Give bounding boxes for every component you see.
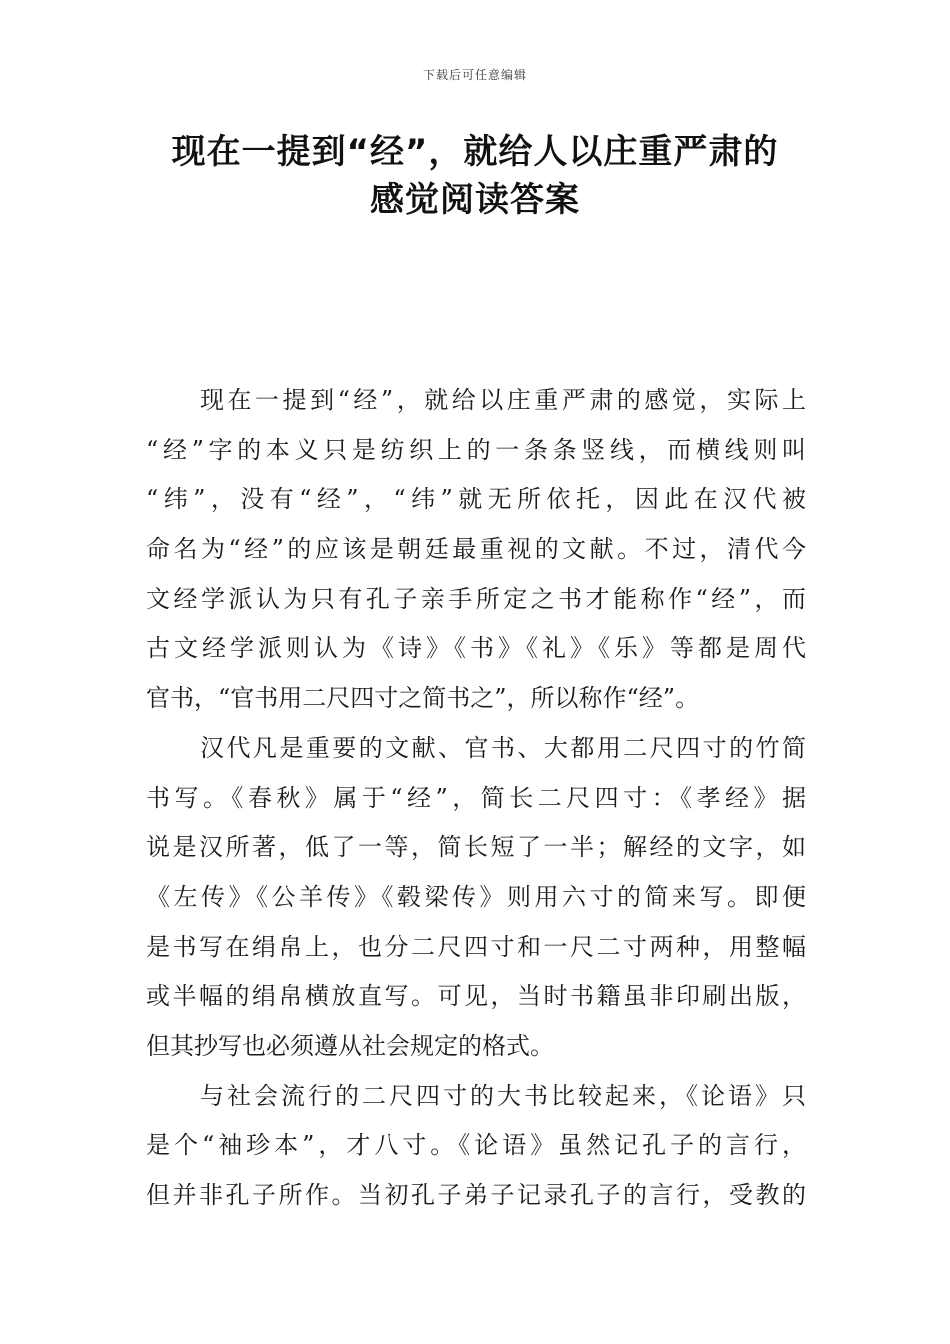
paragraph-3 <box>146 1072 806 1221</box>
article-body <box>146 376 806 1221</box>
text-line: 《左传》《公羊传》《毂梁传》则用六寸的简来写。即便 <box>146 882 806 911</box>
text-line: “经”字的本义只是纺织上的一条条竖线，而横线则叫 <box>146 435 806 464</box>
text-line: 汉代凡是重要的文献、官书、大都用二尺四寸的竹简 <box>200 733 806 762</box>
text-line: 与社会流行的二尺四寸的大书比较起来，《论语》只 <box>200 1081 806 1110</box>
text-line: 书写。《春秋》属于“经”，简长二尺四寸：《孝经》据 <box>146 783 806 812</box>
text-line: 或半幅的绢帛横放直写。可见，当时书籍虽非印刷出版， <box>146 982 806 1011</box>
text-line: 说是汉所著，低了一等，简长短了一半；解经的文字，如 <box>146 833 806 862</box>
text-line: 但并非孔子所作。当初孔子弟子记录孔子的言行，受教的 <box>146 1181 806 1209</box>
text-line: 文经学派认为只有孔子亲手所定之书才能称作“经”，而 <box>146 584 806 613</box>
text-line: 命名为“经”的应该是朝廷最重视的文献。不过，清代今 <box>146 535 806 564</box>
title-line-1: 现在一提到“经”，就给人以庄重严肃的 <box>171 132 779 172</box>
title-line-2: 感觉阅读答案 <box>370 180 580 220</box>
paragraph-1 <box>146 376 806 724</box>
header-note: 下载后可任意编辑 <box>422 68 527 82</box>
text-line: 现在一提到“经”，就给以庄重严肃的感觉，实际上 <box>200 386 806 414</box>
text-line: 是书写在绢帛上，也分二尺四寸和一尺二寸两种，用整幅 <box>146 932 806 961</box>
paragraph-2 <box>146 724 806 1072</box>
text-line: 但其抄写也必须遵从社会规定的格式。 <box>146 1031 554 1060</box>
text-line: 是个“袖珍本”，才八寸。《论语》虽然记孔子的言行， <box>146 1131 806 1160</box>
text-line: “纬”，没有“经”，“纬”就无所依托，因此在汉代被 <box>146 485 806 514</box>
text-line: 官书，“官书用二尺四寸之简书之”，所以称作“经”。 <box>146 684 700 713</box>
text-line: 古文经学派则认为《诗》《书》《礼》《乐》等都是周代 <box>146 634 806 663</box>
document-title <box>140 128 810 224</box>
